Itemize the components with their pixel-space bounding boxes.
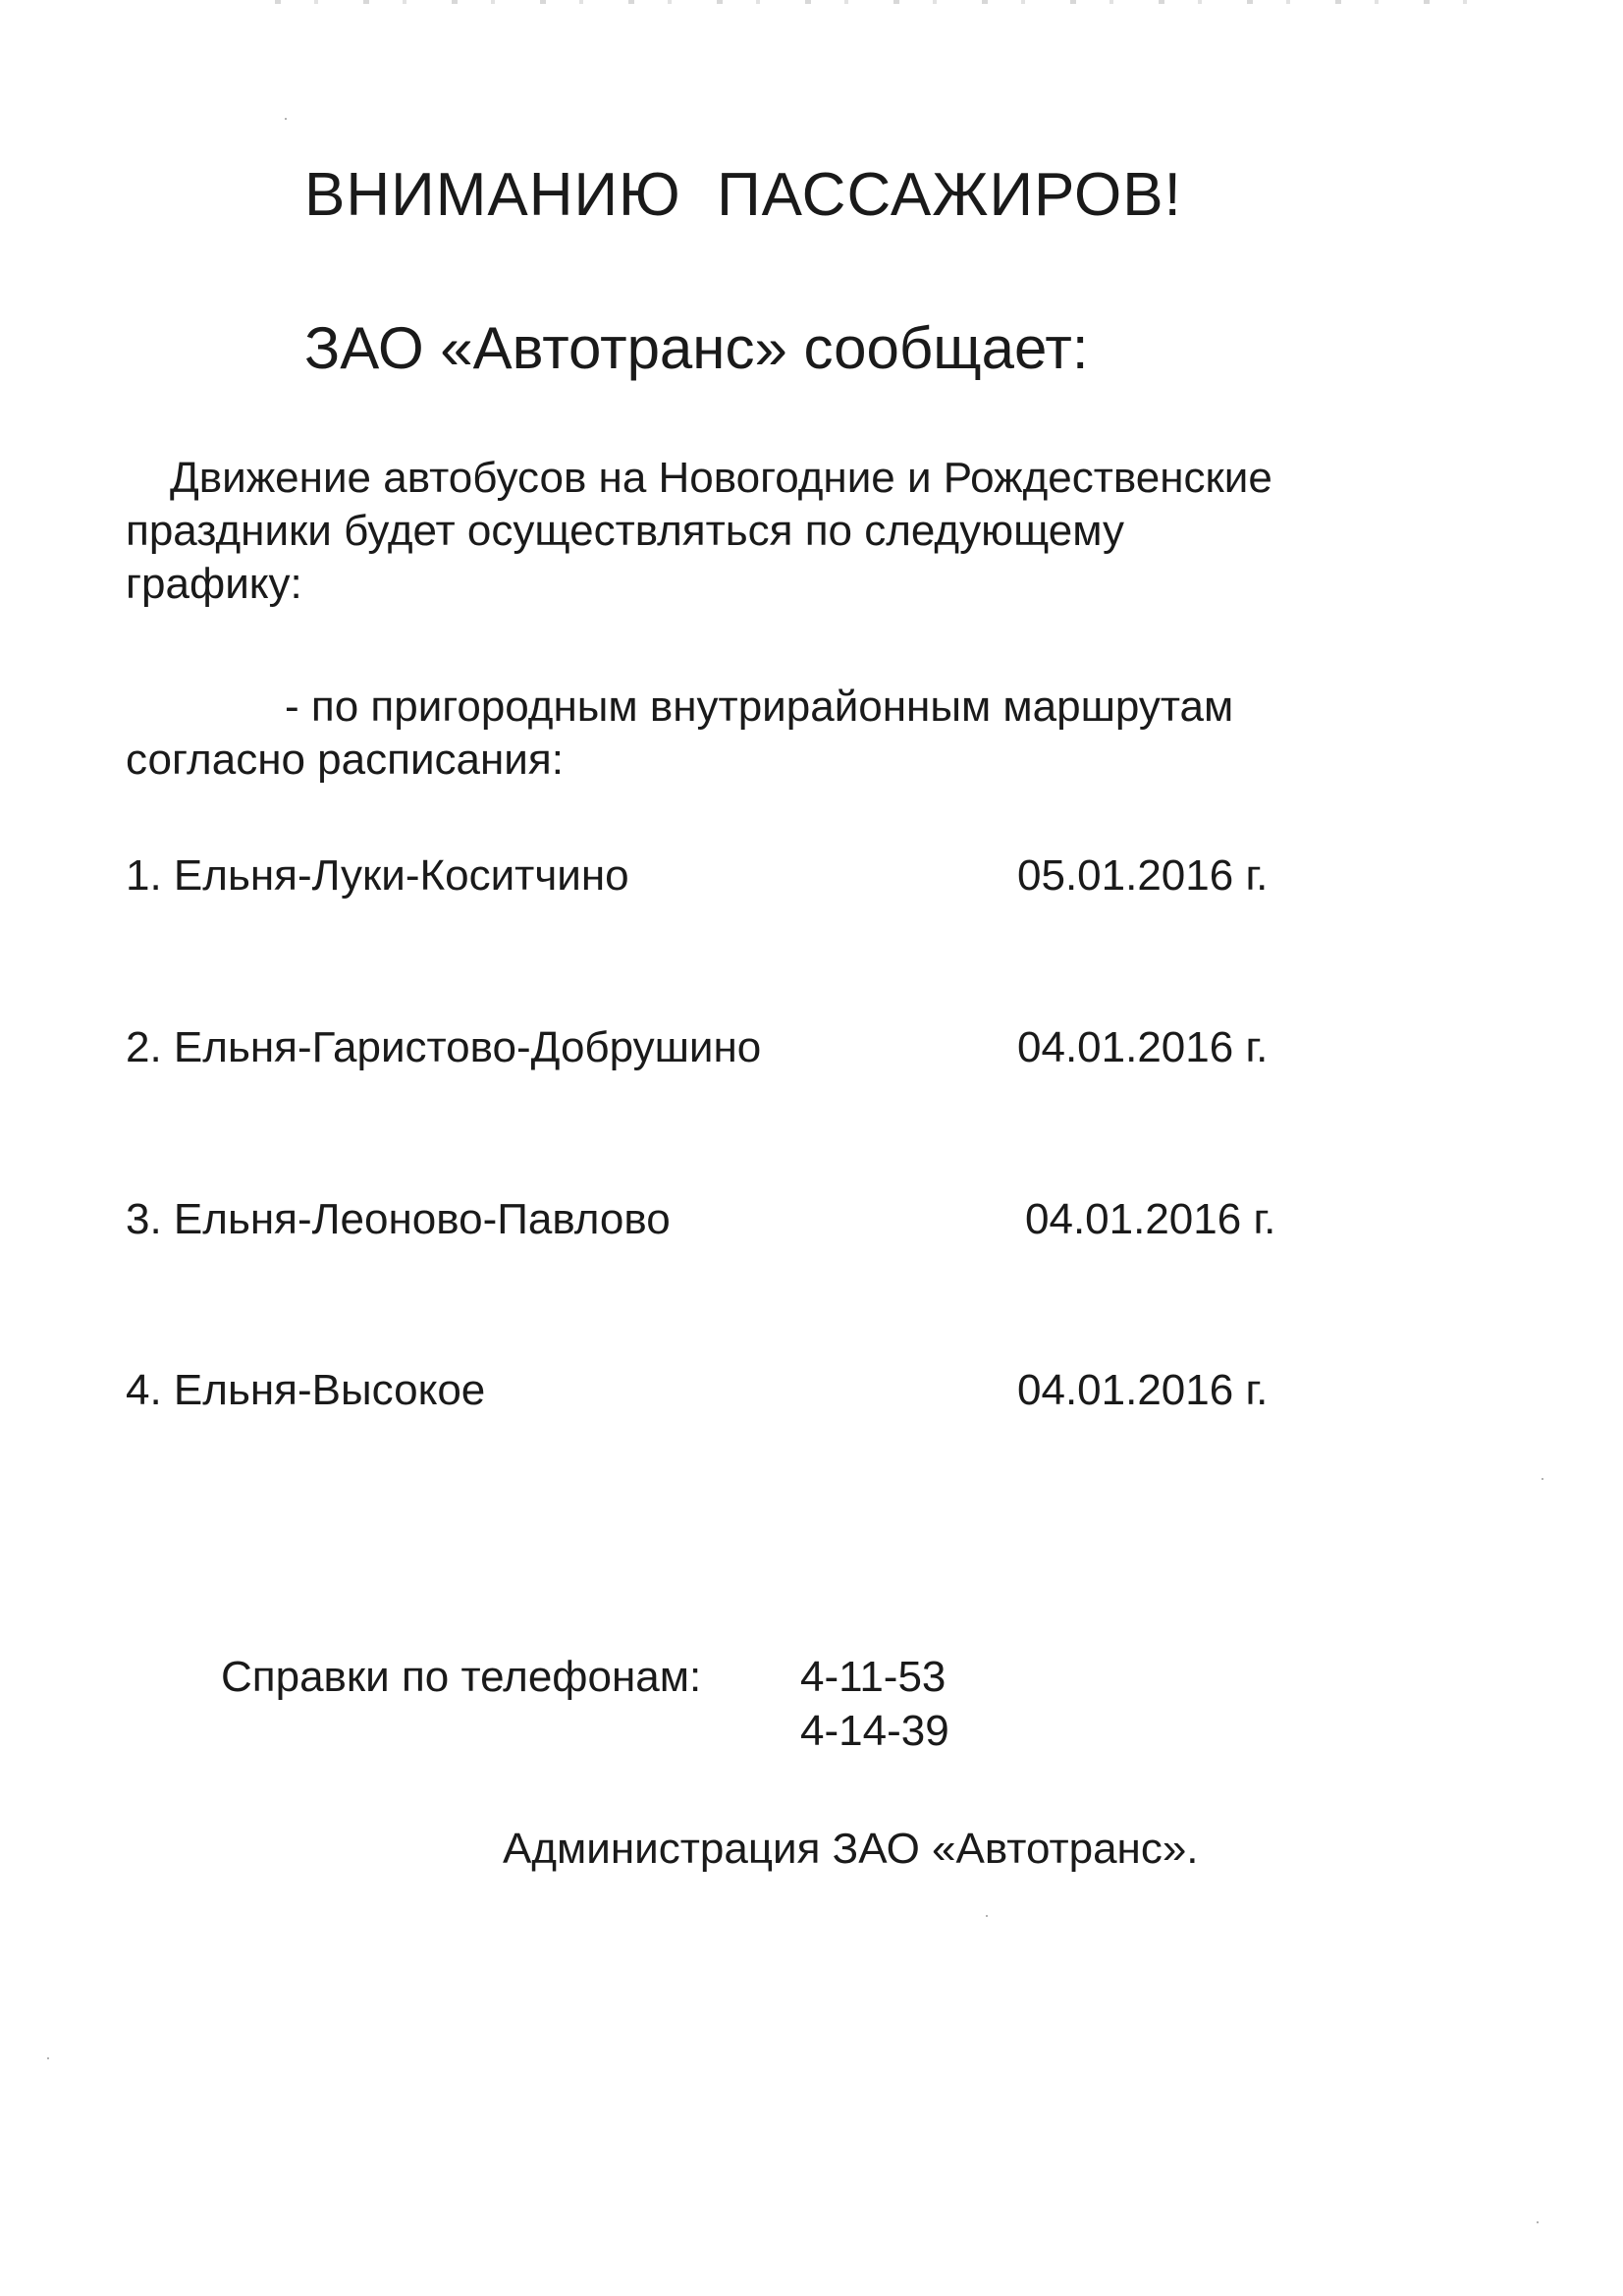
routes-intro-line: - по пригородным внутрирайонным маршрутам xyxy=(285,683,1234,731)
route-date: 05.01.2016 г. xyxy=(1017,851,1269,900)
notice-subtitle: ЗАО «Автотранс» сообщает: xyxy=(304,315,1089,381)
route-row xyxy=(126,1192,1333,1247)
route-date: 04.01.2016 г. xyxy=(1025,1195,1276,1243)
contact-label: Справки по телефонам: xyxy=(221,1653,702,1701)
scan-speck xyxy=(1537,2221,1539,2223)
route-name: 3. Ельня-Леоново-Павлово xyxy=(126,1195,671,1243)
routes-intro xyxy=(126,681,1233,787)
scan-artifact-top xyxy=(275,0,1473,4)
scan-speck xyxy=(47,2057,49,2059)
notice-title: ВНИМАНИЮ ПАССАЖИРОВ! xyxy=(304,161,1182,229)
phone-number: 4-11-53 xyxy=(800,1653,947,1701)
announcement-paragraph xyxy=(126,452,1500,611)
scan-speck xyxy=(285,118,287,120)
phone-number: 4-14-39 xyxy=(800,1707,949,1755)
route-date: 04.01.2016 г. xyxy=(1017,1023,1269,1071)
route-name: 1. Ельня-Луки-Коситчино xyxy=(126,851,629,900)
paragraph-line: праздники будет осуществляться по следующему xyxy=(126,507,1125,555)
paragraph-line: графику: xyxy=(126,560,302,608)
scan-speck xyxy=(986,1915,988,1917)
route-name: 4. Ельня-Высокое xyxy=(126,1366,486,1414)
scan-speck xyxy=(1542,1478,1543,1480)
signature-line: Администрация ЗАО «Автотранс». xyxy=(503,1825,1199,1873)
route-row xyxy=(126,1020,1333,1075)
paragraph-line: Движение автобусов на Новогодние и Рождественские xyxy=(170,454,1272,502)
route-date: 04.01.2016 г. xyxy=(1017,1366,1269,1414)
route-name: 2. Ельня-Гаристово-Добрушино xyxy=(126,1023,762,1071)
routes-intro-line: согласно расписания: xyxy=(126,736,564,784)
route-row xyxy=(126,848,1333,903)
route-row xyxy=(126,1363,1333,1418)
